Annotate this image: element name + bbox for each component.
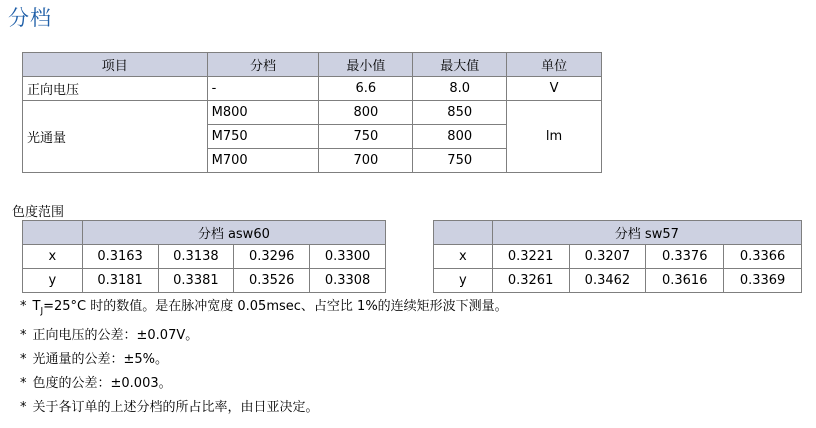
item-luminous-flux: 光通量	[23, 101, 208, 173]
header-max: 最大值	[413, 53, 507, 77]
min-value: 750	[319, 125, 413, 149]
table-row	[434, 269, 802, 293]
header-unit: 单位	[507, 53, 602, 77]
y-value: 0.3616	[646, 269, 724, 293]
y-value: 0.3261	[492, 269, 569, 293]
x-value: 0.3296	[234, 245, 310, 269]
table-row	[23, 269, 386, 293]
axis-label-y: y	[434, 269, 493, 293]
notes-list	[20, 295, 508, 420]
note-bin-ratio	[20, 396, 508, 420]
chroma-table-header	[434, 221, 802, 245]
header-blank	[434, 221, 493, 245]
chroma-table-sw57	[433, 220, 802, 293]
unit-value: lm	[507, 101, 602, 173]
chroma-section-label: 色度范围	[12, 205, 65, 220]
page-title: 分档	[8, 6, 52, 30]
bin-value: M750	[207, 125, 319, 149]
item-forward-voltage: 正向电压	[23, 77, 208, 101]
note-voltage-tolerance	[20, 324, 508, 348]
header-bin: 分档	[207, 53, 319, 77]
bin-value: M700	[207, 149, 319, 173]
table-row	[23, 77, 602, 101]
bin-value: M800	[207, 101, 319, 125]
table-row	[23, 101, 602, 125]
note-text: =25°C 时的数值。是在脉冲宽度 0.05msec、占空比 1%的连续矩形波下测量。	[43, 299, 508, 314]
y-value: 0.3369	[724, 269, 802, 293]
min-value: 800	[319, 101, 413, 125]
max-value: 8.0	[413, 77, 507, 101]
header-blank	[23, 221, 83, 245]
note-text: 光通量的公差：±5%。	[32, 351, 169, 367]
note-bullet: *	[20, 299, 27, 314]
x-value: 0.3300	[310, 245, 386, 269]
table-row	[23, 245, 386, 269]
note-chroma-tolerance	[20, 372, 508, 396]
axis-label-y: y	[23, 269, 83, 293]
note-text: 正向电压的公差：±0.07V。	[32, 327, 199, 343]
note-flux-tolerance	[20, 348, 508, 372]
axis-label-x: x	[23, 245, 83, 269]
y-value: 0.3462	[569, 269, 646, 293]
y-value: 0.3526	[234, 269, 310, 293]
x-value: 0.3376	[646, 245, 724, 269]
x-value: 0.3366	[724, 245, 802, 269]
x-value: 0.3163	[82, 245, 158, 269]
x-value: 0.3138	[158, 245, 234, 269]
bin-value: -	[207, 77, 319, 101]
min-value: 6.6	[319, 77, 413, 101]
note-bullet: *	[20, 399, 27, 415]
note-bullet: *	[20, 351, 27, 367]
binning-table	[22, 52, 602, 173]
max-value: 800	[413, 125, 507, 149]
note-bullet: *	[20, 375, 27, 391]
note-bullet: *	[20, 327, 27, 343]
max-value: 750	[413, 149, 507, 173]
x-value: 0.3221	[492, 245, 569, 269]
y-value: 0.3308	[310, 269, 386, 293]
y-value: 0.3181	[82, 269, 158, 293]
chroma-bin-header: 分档 sw57	[492, 221, 801, 245]
note-test-condition	[20, 295, 508, 324]
note-text: 色度的公差：±0.003。	[32, 375, 172, 391]
min-value: 700	[319, 149, 413, 173]
header-min: 最小值	[319, 53, 413, 77]
x-value: 0.3207	[569, 245, 646, 269]
axis-label-x: x	[434, 245, 493, 269]
note-text: 关于各订单的上述分档的所占比率，由日亚决定。	[32, 399, 319, 415]
chroma-table-asw60	[22, 220, 386, 293]
unit-value: V	[507, 77, 602, 101]
chroma-bin-header: 分档 asw60	[82, 221, 385, 245]
note-text: T	[32, 299, 41, 314]
max-value: 850	[413, 101, 507, 125]
table-row	[434, 245, 802, 269]
header-item: 项目	[23, 53, 208, 77]
note-subscript: J	[40, 306, 44, 317]
y-value: 0.3381	[158, 269, 234, 293]
binning-table-header	[23, 53, 602, 77]
chroma-table-header	[23, 221, 386, 245]
